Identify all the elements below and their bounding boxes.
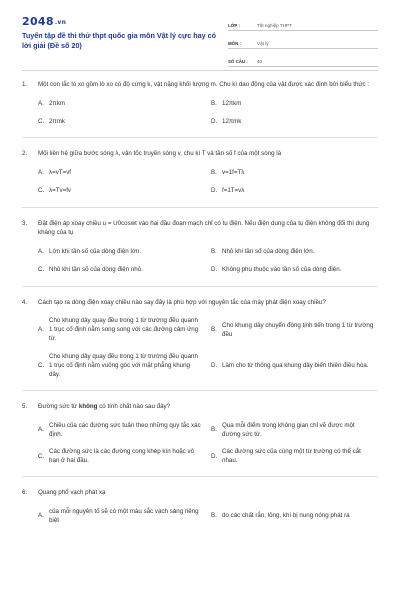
option-letter: A. xyxy=(38,169,44,177)
option-letter: C. xyxy=(38,187,45,195)
option-text: Không phụ thuộc vào tần số của dòng điện. xyxy=(222,266,342,274)
option-text: λ=Tv=fv xyxy=(49,187,72,195)
meta-label: LỚP : xyxy=(228,23,240,28)
option-b[interactable] xyxy=(211,98,378,108)
option-letter: C. xyxy=(38,361,45,369)
option-letter: B. xyxy=(211,426,217,434)
option-d[interactable] xyxy=(211,352,378,380)
question-text: Cách tạo ra dòng điện xoay chiều nào say đây là phù hợp với nguyên tắc của máy phát điện xoay chiều? xyxy=(38,298,326,306)
option-letter: A. xyxy=(38,326,44,334)
header-divider xyxy=(22,70,378,71)
question-text xyxy=(38,402,170,411)
question-list xyxy=(22,80,378,547)
option-letter: D. xyxy=(211,361,218,369)
option-a[interactable] xyxy=(38,247,205,257)
question-number: 5. xyxy=(22,403,28,411)
question-text-after: có tính chất nào sau đây? xyxy=(97,403,171,411)
question-3 xyxy=(22,219,378,287)
option-b[interactable] xyxy=(211,421,378,439)
option-d[interactable] xyxy=(211,186,378,196)
question-1 xyxy=(22,80,378,138)
meta-label: MÔN : xyxy=(228,41,241,46)
meta-value: Vật lý xyxy=(257,41,269,46)
option-text: Cho khung dây quay đều trong 1 từ trường đều quanh 1 trục cố định nằm vuông góc với mặt phẳng khung dây. xyxy=(49,352,198,379)
option-a[interactable] xyxy=(38,168,205,178)
question-text: Mối liên hệ giữa bước sóng λ, vận tốc truyền sóng v, chu kì T và tần số f của một sóng là xyxy=(38,150,282,158)
question-text-before: Đường sức từ xyxy=(38,403,79,411)
option-letter: C. xyxy=(38,266,45,274)
option-a[interactable] xyxy=(38,316,205,344)
question-text: Một con lắc lò xo gồm lò xo có độ cứng k, vật nặng khối lượng m. Chu kì dao động của vật được xác định bởi biểu thức : xyxy=(38,81,370,88)
meta-value: Tốt nghiệp THPT xyxy=(257,23,292,28)
meta-label: SỐ CÂU : xyxy=(228,59,248,64)
option-text: λ=vT=vf xyxy=(49,169,72,177)
option-text: f=1T=vλ xyxy=(222,187,245,195)
option-c[interactable] xyxy=(38,265,205,275)
meta-row-class xyxy=(228,15,378,31)
option-letter: D. xyxy=(211,266,218,274)
exam-title: Tuyển tập đề thi thử thpt quốc gia môn Vật lý cực hay có lời giải (Đề số 20) xyxy=(22,31,216,50)
option-letter: B. xyxy=(211,169,217,177)
question-5 xyxy=(22,402,378,477)
answer-options xyxy=(22,98,378,126)
question-number: 4. xyxy=(22,298,28,306)
logo-suffix: .vn xyxy=(54,18,67,26)
option-letter: A. xyxy=(38,426,44,434)
option-text: v=1f=Tλ xyxy=(222,169,245,177)
option-letter: B. xyxy=(211,512,217,520)
option-letter: A. xyxy=(38,512,44,520)
question-text: Quang phổ vạch phát xạ xyxy=(38,489,106,497)
option-letter: C. xyxy=(38,117,45,125)
option-letter: D. xyxy=(211,117,218,125)
option-letter: D. xyxy=(211,452,218,460)
option-text: do các chất rắn, lỏng, khí bị nung nóng phát ra xyxy=(222,512,350,520)
option-letter: A. xyxy=(38,99,44,107)
option-text: 12πkm xyxy=(222,99,242,107)
option-text: Qua mỗi điểm trong không gian chỉ vẽ được một đường sức từ. xyxy=(222,421,355,438)
option-text: của mỗi nguyên tố sẽ có một màu sắc vạch sáng riêng biệt xyxy=(49,507,199,525)
option-c[interactable] xyxy=(38,447,205,465)
meta-row-count xyxy=(228,51,378,67)
answer-options xyxy=(22,316,378,379)
option-a[interactable] xyxy=(38,507,205,525)
option-c[interactable] xyxy=(38,186,205,196)
answer-options xyxy=(22,507,378,525)
option-letter: A. xyxy=(38,248,44,256)
option-letter: D. xyxy=(211,187,218,195)
question-6 xyxy=(22,488,378,536)
option-text: Các đường sức của cùng một từ trường có thể cắt nhau. xyxy=(222,448,361,465)
site-logo[interactable] xyxy=(22,15,66,28)
question-number: 1. xyxy=(22,81,28,88)
option-letter: B. xyxy=(211,99,217,107)
option-letter: B. xyxy=(211,248,217,256)
meta-row-subject xyxy=(228,33,378,49)
question-number: 3. xyxy=(22,219,28,227)
option-d[interactable] xyxy=(211,447,378,465)
option-text: Làm cho từ thông qua khung dây biến thiên điều hòa. xyxy=(222,361,369,369)
question-4 xyxy=(22,298,378,392)
option-a[interactable] xyxy=(38,421,205,439)
question-number: 6. xyxy=(22,489,28,497)
question-2 xyxy=(22,149,378,207)
meta-value: 40 xyxy=(257,59,263,64)
option-b[interactable] xyxy=(211,247,378,257)
question-text-emphasis: không xyxy=(78,403,98,411)
option-letter: B. xyxy=(211,326,217,334)
question-number: 2. xyxy=(22,150,28,158)
option-text: Chiều của các đường sức tuân theo những quy tắc xác định. xyxy=(49,421,201,438)
option-a[interactable] xyxy=(38,98,205,108)
option-text: Các đường sức là các đường cong khép kín hoặc vô hạn ở hai đầu. xyxy=(49,448,195,465)
answer-options xyxy=(22,168,378,196)
option-b[interactable] xyxy=(211,316,378,344)
answer-options xyxy=(22,247,378,275)
option-d[interactable] xyxy=(211,265,378,275)
question-text: Đặt điện áp xoay chiều u = U0coswt vào hai đầu đoạn mạch chỉ có tụ điện. Nếu điện dung của tụ điện không đổi thì dung kháng của tụ xyxy=(38,219,370,237)
exam-meta xyxy=(228,15,378,69)
option-b[interactable] xyxy=(211,168,378,178)
page-header xyxy=(0,0,400,64)
option-text: Cho khung dây quay đều trong 1 từ trường đều quanh 1 trục cố định nằm song song với các đường cảm ứng từ. xyxy=(49,317,199,343)
answer-options xyxy=(22,421,378,466)
option-text: Cho khung dây chuyển động tịnh tiến trong 1 từ trường đều xyxy=(222,321,374,338)
option-b[interactable] xyxy=(211,507,378,525)
option-text: Nhỏ khi tần số của dòng điện nhỏ. xyxy=(49,266,143,274)
option-text: Nhỏ khi tần số của dòng điện lớn. xyxy=(222,248,315,256)
option-c[interactable] xyxy=(38,352,205,380)
option-d[interactable] xyxy=(211,116,378,126)
option-text: Lớn khi tần số của dòng điện lớn. xyxy=(49,248,142,256)
option-text: 2πkm xyxy=(49,99,65,107)
option-text: 2πmk xyxy=(49,117,65,125)
option-letter: C. xyxy=(38,452,45,460)
option-c[interactable] xyxy=(38,116,205,126)
option-text: 12πmk xyxy=(222,117,242,125)
logo-text: 2048 xyxy=(22,15,54,28)
